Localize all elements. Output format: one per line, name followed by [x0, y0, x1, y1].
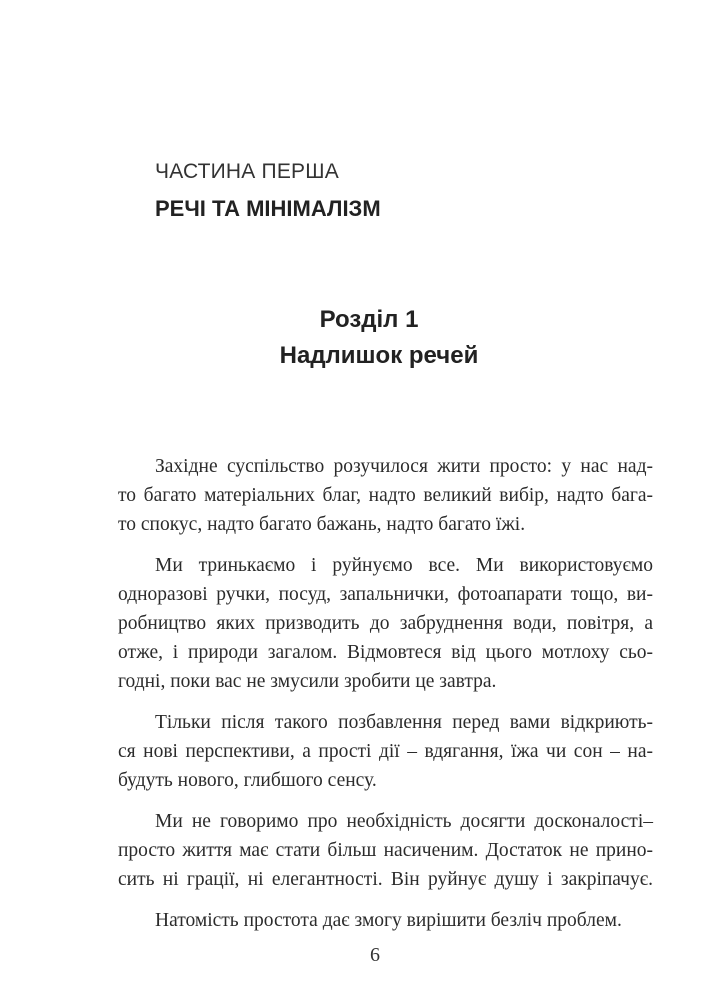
chapter-title: Надлишок речей — [279, 342, 479, 369]
text-line: одноразові ручки, посуд, запальнички, фотоапарати тощо, ви- — [118, 584, 653, 605]
part-title: РЕЧІ ТА МІНІМАЛІЗМ — [155, 196, 381, 221]
paragraph-4 — [118, 807, 653, 894]
paragraph-1 — [118, 452, 653, 539]
text-line: сить ні грації, ні елегантності. Він руйнує душу і закріпачує. — [118, 869, 653, 890]
text-line: будуть нового, глибшого сенсу. — [118, 770, 377, 791]
text-line: то багато матеріальних благ, надто великий вибір, надто бага- — [118, 485, 653, 506]
paragraph-5 — [118, 906, 653, 935]
text-line: Натомість простота дає змогу вирішити безліч проблем. — [155, 910, 622, 931]
text-line: Ми не говоримо про необхідність досягти досконалості– — [155, 811, 653, 832]
paragraph-2 — [118, 551, 653, 696]
paragraph-3 — [118, 708, 653, 795]
text-line: Тільки після такого позбавлення перед вами відкриють- — [155, 712, 653, 733]
text-line: Ми тринькаємо і руйнуємо все. Ми використовуємо — [155, 555, 653, 576]
text-line: робництво яких призводить до забруднення води, повітря, а — [118, 613, 653, 634]
text-line: ся нові перспективи, а прості дії – вдягання, їжа чи сон – на- — [118, 741, 653, 762]
body-text — [118, 452, 653, 947]
page-number: 6 — [370, 944, 380, 966]
chapter-number: Розділ 1 — [319, 306, 419, 333]
text-line: отже, і природи загалом. Відмовтеся від цього мотлоху сьо- — [118, 642, 653, 663]
text-line: годні, поки вас не змусили зробити це завтра. — [118, 671, 497, 692]
text-line: просто життя має стати більш насиченим. Достаток не прино- — [118, 840, 653, 861]
text-line: то спокус, надто багато бажань, надто багато їжі. — [118, 514, 526, 535]
part-label: ЧАСТИНА ПЕРША — [155, 160, 339, 183]
text-line: Західне суспільство розучилося жити просто: у нас над- — [155, 456, 653, 477]
